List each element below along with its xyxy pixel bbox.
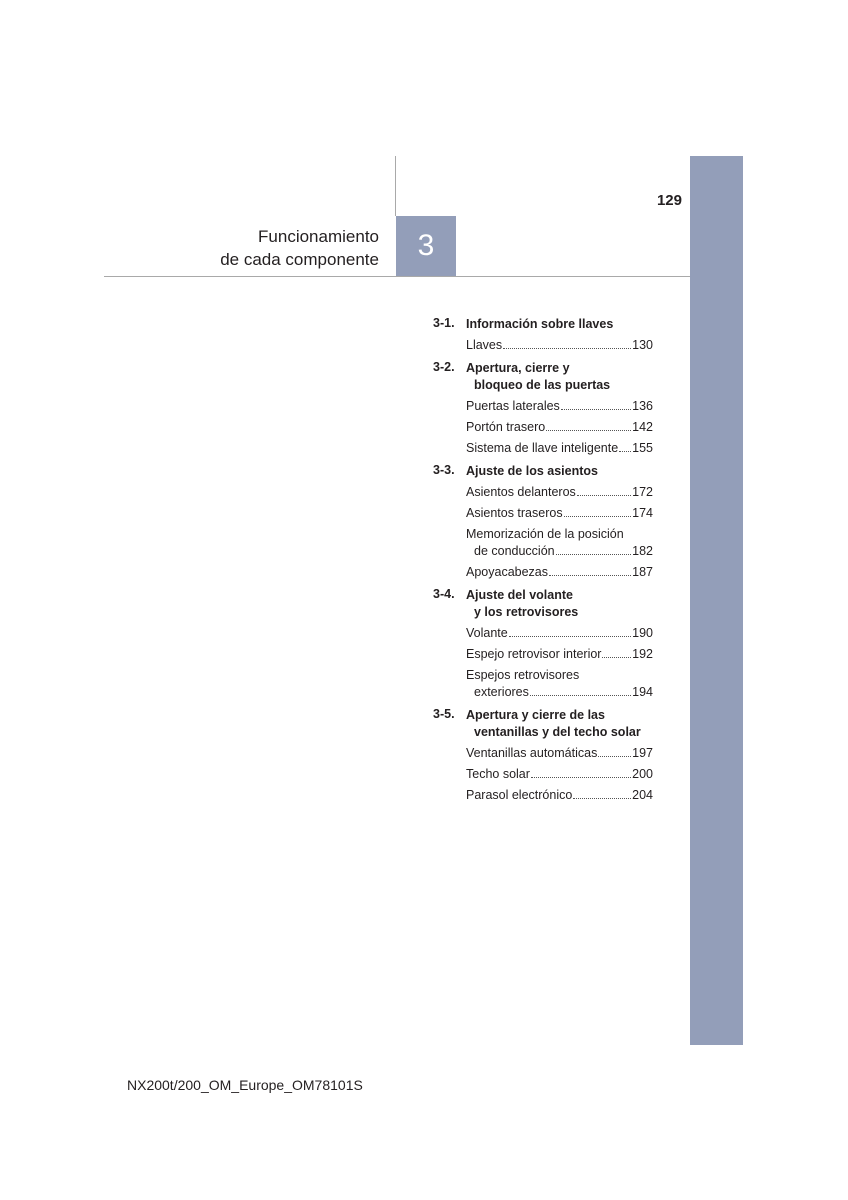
toc-entry-label: Espejo retrovisor interior [466, 647, 602, 661]
toc-section-title-line: Apertura, cierre y [466, 361, 570, 375]
toc-entry-label: Apoyacabezas [466, 565, 549, 579]
toc-dot-leader [531, 777, 631, 778]
toc-section-number: 3-5. [433, 707, 455, 721]
toc-entry-label: Memorización de la posición [466, 527, 624, 541]
toc-dot-leader [561, 409, 631, 410]
toc-entry[interactable] [466, 526, 653, 560]
toc-dot-leader [602, 657, 631, 658]
toc-entry-page: 136 [632, 399, 653, 413]
toc-entry-page: 155 [632, 441, 653, 455]
toc-entry[interactable] [466, 766, 653, 783]
toc-dot-leader [564, 516, 632, 517]
toc-section-title-line: Ajuste del volante [466, 588, 573, 602]
toc-entry[interactable] [466, 745, 653, 762]
toc-section-number: 3-2. [433, 360, 455, 374]
toc-section [433, 463, 653, 480]
toc-entry[interactable] [466, 646, 653, 663]
toc-entry-page: 190 [632, 626, 653, 640]
chapter-number: 3 [417, 229, 435, 262]
toc-dot-leader [546, 430, 631, 431]
toc-section-title-line: y los retrovisores [474, 605, 579, 619]
toc-entry-label: Sistema de llave inteligente [466, 441, 619, 455]
toc-entry[interactable] [466, 419, 653, 436]
toc-entry-label: Espejos retrovisores [466, 668, 580, 682]
toc-entry-page: 192 [632, 647, 653, 661]
toc-entry-label: Asientos delanteros [466, 485, 576, 499]
toc-section [433, 707, 653, 741]
toc-entry-page: 142 [632, 420, 653, 434]
toc-entry-label: Llaves [466, 338, 503, 352]
toc-section-title [466, 360, 610, 394]
section-title-line2: de cada componente [220, 250, 379, 269]
header-vertical-rule [395, 156, 396, 216]
toc-entry[interactable] [466, 337, 653, 354]
toc-section-title-line: Apertura y cierre de las [466, 708, 605, 722]
toc-entry[interactable] [466, 505, 653, 522]
toc-entry-page: 204 [632, 788, 653, 802]
page-number: 129 [656, 192, 682, 209]
toc-section-number: 3-4. [433, 587, 455, 601]
chapter-number-box [396, 216, 456, 276]
toc-entry-page: 174 [632, 506, 653, 520]
toc-dot-leader [556, 554, 632, 555]
toc-item-list [466, 625, 653, 701]
toc-entry[interactable] [466, 787, 653, 804]
toc-entry[interactable] [466, 667, 653, 701]
toc-entry-label: Asientos traseros [466, 506, 563, 520]
toc-entry[interactable] [466, 440, 653, 457]
toc-entry[interactable] [466, 484, 653, 501]
toc-section-title-line: ventanillas y del techo solar [474, 725, 641, 739]
toc-entry-page: 130 [632, 338, 653, 352]
toc-section-title-line: Información sobre llaves [466, 317, 614, 331]
toc-entry-label: Ventanillas automáticas [466, 746, 598, 760]
toc-item-list [466, 745, 653, 804]
toc-entry-page: 172 [632, 485, 653, 499]
toc-section-number: 3-3. [433, 463, 455, 477]
toc-entry-label: exteriores [474, 685, 529, 699]
toc-section-title [466, 707, 641, 741]
toc-entry-label: Volante [466, 626, 508, 640]
header-horizontal-rule [104, 276, 690, 277]
toc-section-title [466, 463, 598, 480]
toc-entry-label: de conducción [474, 544, 555, 558]
toc-section-title-line: Ajuste de los asientos [466, 464, 598, 478]
document-code: NX200t/200_OM_Europe_OM78101S [127, 1077, 363, 1093]
toc-section-title [466, 316, 613, 333]
toc-section-number: 3-1. [433, 316, 455, 330]
toc-entry-label: Puertas laterales [466, 399, 560, 413]
toc-dot-leader [573, 798, 631, 799]
toc-dot-leader [598, 756, 631, 757]
toc-item-list [466, 337, 653, 354]
toc-section-title [466, 587, 578, 621]
toc-dot-leader [509, 636, 631, 637]
toc-dot-leader [530, 695, 631, 696]
toc-entry-page: 194 [632, 685, 653, 699]
toc-entry-page: 197 [632, 746, 653, 760]
section-title [150, 225, 379, 271]
toc-entry-page: 182 [632, 544, 653, 558]
toc-section-title-line: bloqueo de las puertas [474, 378, 611, 392]
section-title-line1: Funcionamiento [258, 227, 379, 246]
toc-entry[interactable] [466, 625, 653, 642]
toc-entry[interactable] [466, 398, 653, 415]
table-of-contents [433, 313, 653, 810]
toc-entry-label: Techo solar [466, 767, 530, 781]
chapter-side-tab [690, 156, 743, 1045]
toc-item-list [466, 398, 653, 457]
toc-section [433, 360, 653, 394]
toc-section [433, 316, 653, 333]
toc-dot-leader [577, 495, 631, 496]
toc-dot-leader [619, 451, 631, 452]
toc-entry[interactable] [466, 564, 653, 581]
toc-entry-page: 187 [632, 565, 653, 579]
toc-section [433, 587, 653, 621]
toc-dot-leader [549, 575, 631, 576]
toc-entry-label: Portón trasero [466, 420, 546, 434]
toc-entry-page: 200 [632, 767, 653, 781]
toc-item-list [466, 484, 653, 581]
toc-entry-label: Parasol electrónico [466, 788, 573, 802]
toc-dot-leader [503, 348, 631, 349]
